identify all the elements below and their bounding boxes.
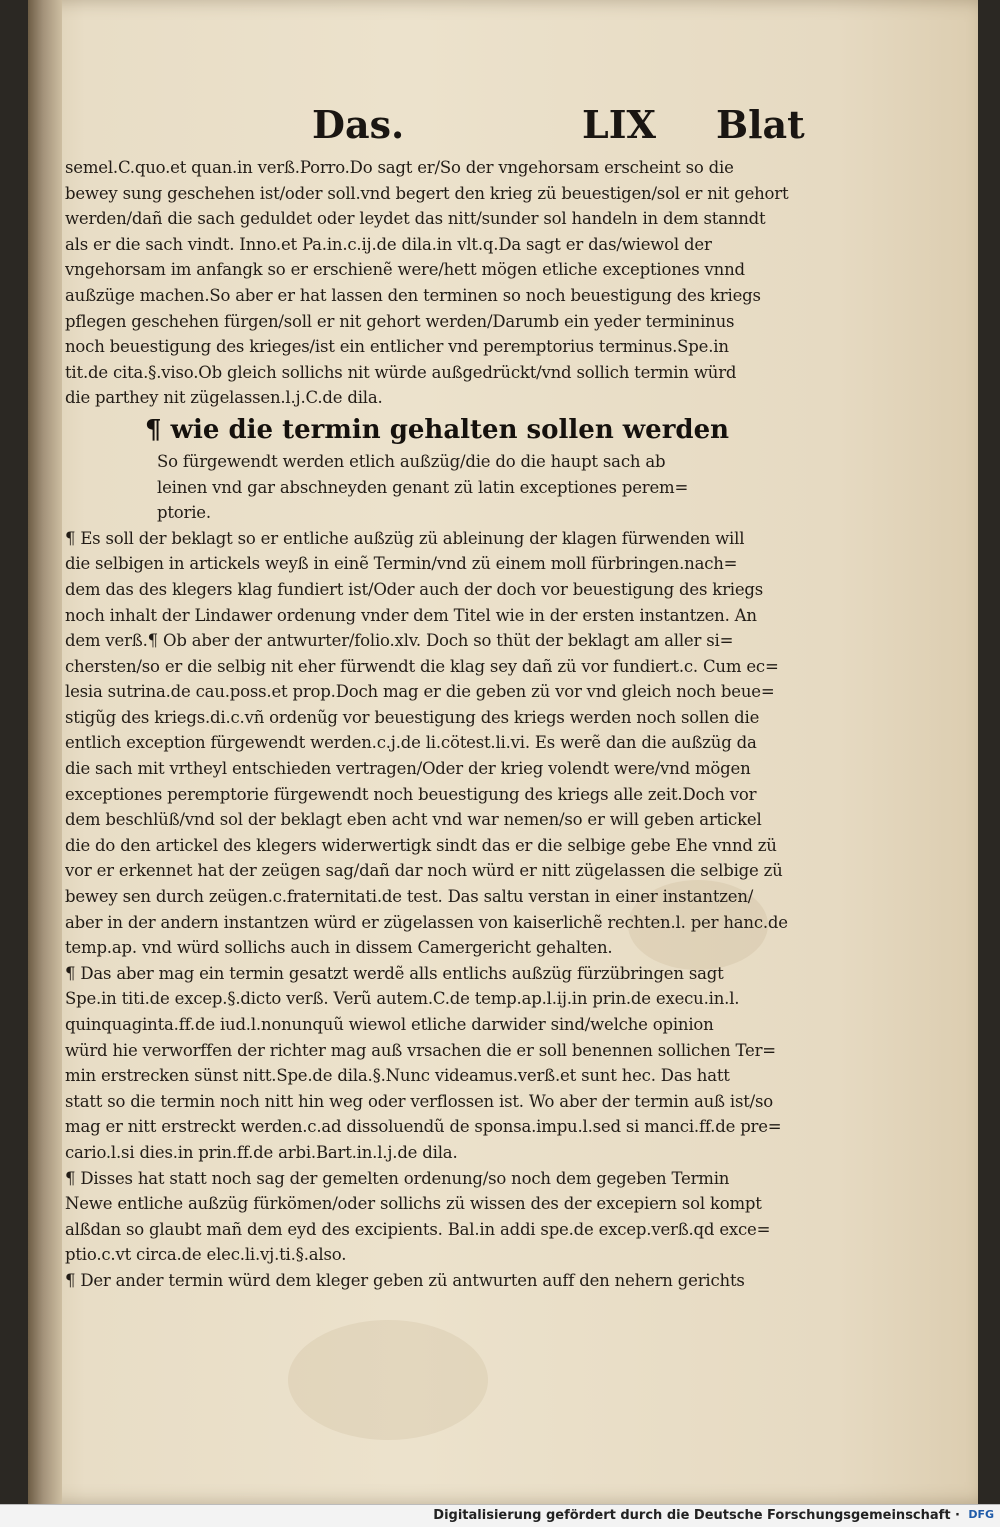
text-line: lesia sutrina.de cau.poss.et prop.Doch mag er die geben zü vor vnd gleich noch beue= (65, 682, 775, 702)
text-line: bewey sung geschehen ist/oder soll.vnd begert den krieg zü beuestigen/sol er nit gehort (65, 183, 789, 203)
page-gutter (28, 0, 62, 1504)
dfg-logo: DFG (968, 1508, 994, 1521)
text-line: die sach mit vrtheyl entschieden vertragen/Oder der krieg volendt were/vnd mögen (65, 759, 751, 779)
text-line: mag er nitt erstreckt werden.c.ad dissoluendũ de sponsa.impu.l.sed si manci.ff.de pre= (65, 1117, 782, 1137)
text-line: aber in der andern instantzen würd er zügelassen von kaiserlichẽ rechten.l. per hanc.de (65, 912, 788, 932)
text-line: dem das des klegers klag fundiert ist/Oder auch der doch vor beuestigung des kriegs (65, 579, 764, 599)
text-line: ¶ Es soll der beklagt so er entliche außzüg zü ableinung der klagen fürwenden will (65, 528, 745, 548)
text-line: Spe.in titi.de excep.§.dicto verß. Verũ autem.C.de temp.ap.l.ij.in prin.de execu.in.l. (65, 989, 740, 1009)
text-line: würd hie verworffen der richter mag auß vrsachen die er soll benennen sollichen Ter= (65, 1040, 776, 1060)
text-line: dem beschlüß/vnd sol der beklagt eben acht vnd war nemen/so er will geben artickel (65, 810, 762, 830)
text-line: chersten/so er die selbig nit eher fürwendt die klag sey dañ zü vor fundiert.c. Cum ec= (65, 656, 779, 676)
text-line: ¶ Das aber mag ein termin gesatzt werdẽ alls entlichs außzüg fürzübringen sagt (65, 963, 724, 983)
summary-line: leinen vnd gar abschneyden genant zü latin exceptiones perem= (157, 477, 689, 497)
text-line: vngehorsam im anfangk so er erschienẽ were/hett mögen etliche exceptiones vnnd (65, 260, 745, 280)
paragraph-group-b (65, 526, 825, 1294)
text-line: ¶ Der ander termin würd dem kleger geben zü antwurten auff den nehern gerichts (65, 1270, 745, 1290)
text-line: quinquaginta.ff.de iud.l.nonunquũ wiewol etliche darwider sind/welche opinion (65, 1015, 714, 1034)
text-line: entlich exception fürgewendt werden.c.j.de li.cötest.li.vi. Es werẽ dan die außzüg da (65, 733, 757, 753)
text-line: ptio.c.vt circa.de elec.li.vj.ti.§.also. (65, 1245, 347, 1265)
text-line: die parthey nit zügelassen.l.j.C.de dila. (65, 388, 383, 408)
digitization-footer (0, 1504, 1000, 1527)
text-line: dem verß.¶ Ob aber der antwurter/folio.xlv. Doch so thüt der beklagt am aller si= (65, 631, 734, 651)
text-line: cario.l.si dies.in prin.ff.de arbi.Bart.in.l.j.de dila. (65, 1142, 458, 1162)
paragraph-group-a (65, 155, 825, 411)
text-line: noch beuestigung des krieges/ist ein entlicher vnd peremptorius terminus.Spe.in (65, 337, 729, 357)
text-line: pflegen geschehen fürgen/soll er nit gehort werden/Darumb ein yeder termininus (65, 311, 735, 331)
text-line: bewey sen durch zeügen.c.fraternitati.de test. Das saltu verstan in einer instantzen/ (65, 887, 754, 907)
text-line: werden/dañ die sach geduldet oder leydet das nitt/sunder sol handeln in dem stanndt (65, 209, 766, 229)
text-line: die selbigen in artickels weyß in einẽ Termin/vnd zü einem moll fürbringen.nach= (65, 554, 738, 574)
text-line: die do den artickel des klegers widerwertigk sindt das er die selbige gebe Ehe vnnd zü (65, 835, 777, 855)
funding-credit: Digitalisierung gefördert durch die Deutsche Forschungsgemeinschaft · (433, 1508, 960, 1523)
summary-line: So fürgewendt werden etlich außzüg/die do die haupt sach ab (157, 451, 666, 471)
text-line: stigũg des kriegs.di.c.vñ ordenũg vor beuestigung des kriegs werden noch sollen die (65, 707, 760, 727)
text-line: alßdan so glaubt mañ dem eyd des excipients. Bal.in addi spe.de excep.verß.qd exce= (65, 1219, 771, 1239)
section-heading: ¶ wie die termin gehalten sollen werden (145, 414, 730, 445)
folio-number: LIX (582, 102, 656, 147)
text-line: ¶ Disses hat statt noch sag der gemelten ordenung/so noch dem gegeben Termin (65, 1168, 730, 1188)
text-block (65, 155, 825, 1294)
text-line: exceptiones peremptorie fürgewendt noch beuestigung des kriegs alle zeit.Doch vor (65, 784, 757, 804)
text-line: tit.de cita.§.viso.Ob gleich sollichs nit würde außgedrückt/vnd sollich termin würd (65, 362, 737, 382)
summary-line: ptorie. (157, 503, 211, 523)
header-blat: Blat (716, 102, 805, 147)
text-line: vor er erkennet hat der zeügen sag/dañ dar noch würd er nitt zügelassen die selbige zü (65, 861, 783, 881)
text-line: temp.ap. vnd würd sollichs auch in dissem Camergericht gehalten. (65, 938, 613, 958)
text-line: semel.C.quo.et quan.in verß.Porro.Do sagt er/So der vngehorsam erscheint so die (65, 158, 734, 177)
text-line: Newe entliche außzüg fürkömen/oder sollichs zü wissen des der excepiern sol kompt (65, 1194, 762, 1214)
running-header (312, 102, 832, 150)
text-line: als er die sach vindt. Inno.et Pa.in.c.ij.de dila.in vlt.q.Da sagt er das/wiewol der (65, 234, 712, 254)
section-summary (157, 449, 797, 526)
paper-stain (288, 1320, 488, 1440)
header-title: Das. (312, 102, 405, 147)
text-line: außzüge machen.So aber er hat lassen den terminen so noch beuestigung des kriegs (65, 285, 761, 305)
text-line: statt so die termin noch nitt hin weg oder verflossen ist. Wo aber der termin auß ist/so (65, 1091, 774, 1111)
text-line: min erstrecken sünst nitt.Spe.de dila.§.Nunc videamus.verß.et sunt hec. Das hatt (65, 1066, 730, 1086)
text-line: noch inhalt der Lindawer ordenung vnder dem Titel wie in der ersten instantzen. An (65, 605, 757, 625)
